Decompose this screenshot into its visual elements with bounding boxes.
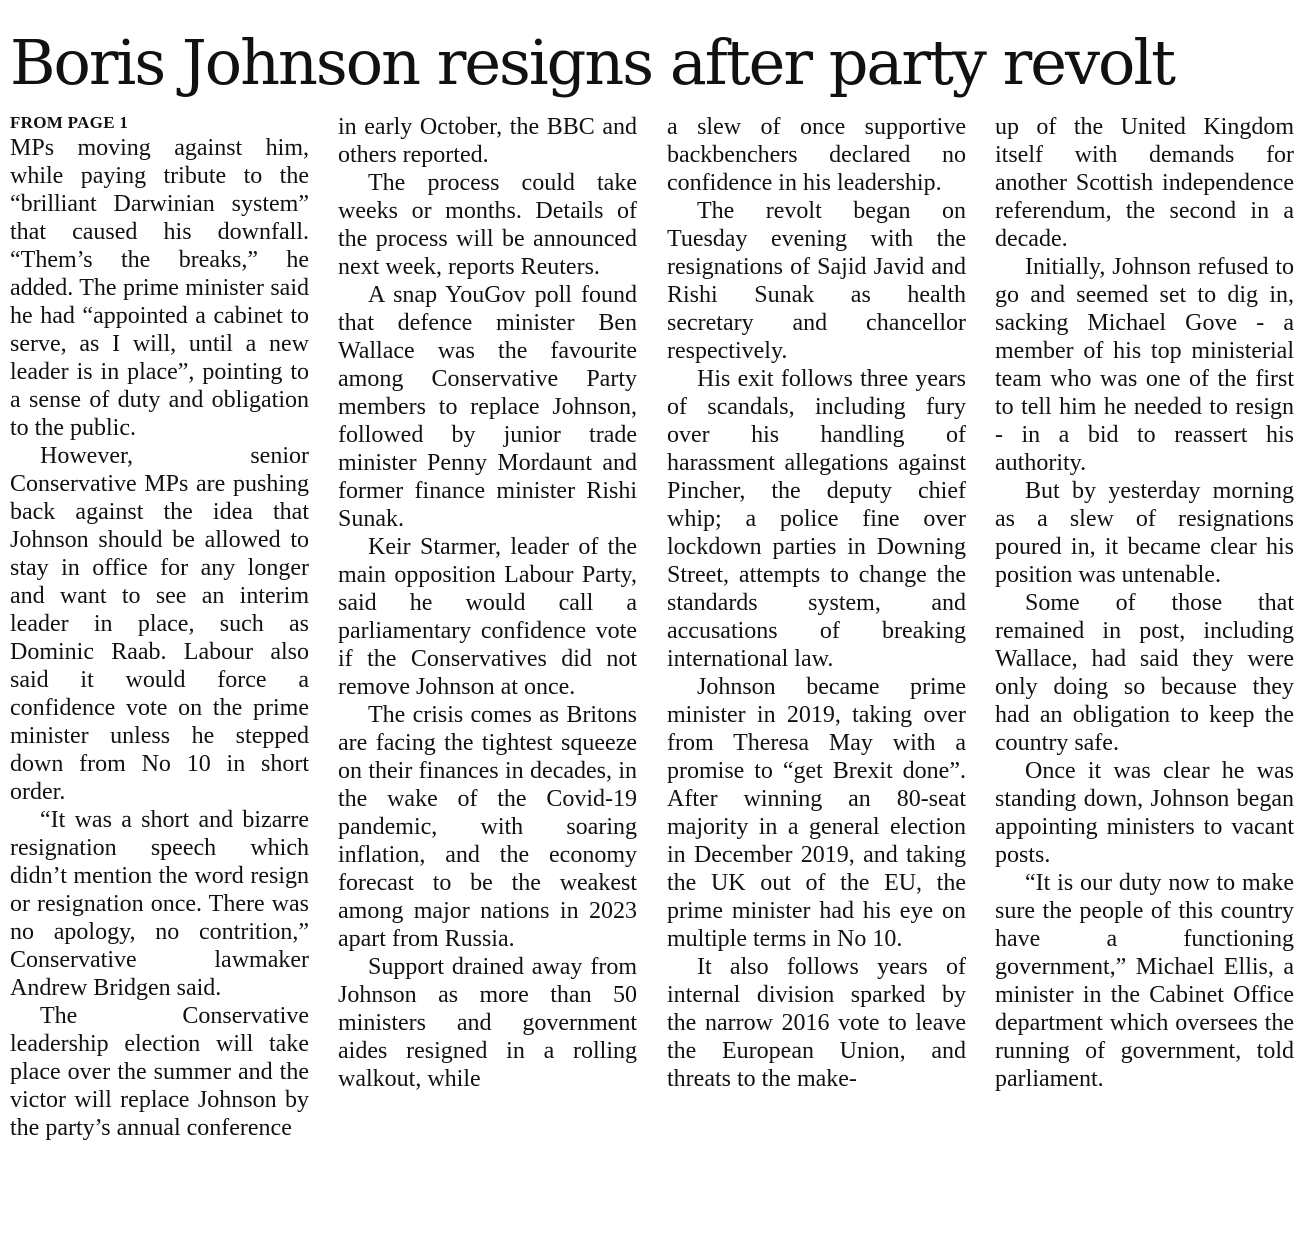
paragraph: “It is our duty now to make sure the people of this country have a functioning government,” Michael Ellis, a minister in the Cabinet Office department which oversees the running of government, told parliament. bbox=[995, 870, 1294, 1092]
paragraph: His exit follows three years of scandals, including fury over his handling of harassment allegations against Pincher, the deputy chief whip; a police fine over lockdown parties in Downing Street, attempts to change the standards system, and accusations of breaking international law. bbox=[667, 366, 966, 672]
paragraph: Support drained away from Johnson as more than 50 ministers and government aides resigned in a rolling walkout, while bbox=[338, 954, 637, 1092]
paragraph: Once it was clear he was standing down, Johnson began appointing ministers to vacant posts. bbox=[995, 758, 1294, 868]
article-column-2 bbox=[338, 113, 637, 1093]
article-column-1 bbox=[10, 113, 309, 1142]
paragraph: Initially, Johnson refused to go and seemed set to dig in, sacking Michael Gove - a member of his top ministerial team who was one of the first to tell him he needed to resign - in a bid to reassert his authority. bbox=[995, 254, 1294, 476]
paragraph: However, senior Conservative MPs are pushing back against the idea that Johnson should be allowed to stay in office for any longer and want to see an interim leader in place, such as Dominic Raab. Labour also said it would force a confidence vote on the prime minister unless he stepped down from No 10 in short order. bbox=[10, 443, 309, 805]
paragraph: MPs moving against him, while paying tribute to the “brilliant Darwinian system” that caused his downfall. “Them’s the breaks,” he added. The prime minister said he had “appointed a cabinet to serve, as I will, until a new leader is in place”, pointing to a sense of duty and obligation to the public. bbox=[10, 135, 309, 441]
paragraph: in early October, the BBC and others reported. bbox=[338, 114, 637, 168]
paragraph: a slew of once supportive backbenchers declared no confidence in his leadership. bbox=[667, 114, 966, 196]
article-column-3 bbox=[667, 113, 966, 1093]
paragraph: But by yesterday morning as a slew of resignations poured in, it became clear his position was untenable. bbox=[995, 478, 1294, 588]
article-column-4 bbox=[995, 113, 1294, 1093]
paragraph: It also follows years of internal division sparked by the narrow 2016 vote to leave the European Union, and threats to the make- bbox=[667, 954, 966, 1092]
paragraph: The revolt began on Tuesday evening with the resignations of Sajid Javid and Rishi Sunak as health secretary and chancellor respectively. bbox=[667, 198, 966, 364]
paragraph: A snap YouGov poll found that defence minister Ben Wallace was the favourite among Conservative Party members to replace Johnson, followed by junior trade minister Penny Mordaunt and former finance minister Rishi Sunak. bbox=[338, 282, 637, 532]
paragraph: The process could take weeks or months. Details of the process will be announced next week, reports Reuters. bbox=[338, 170, 637, 280]
paragraph: up of the United Kingdom itself with demands for another Scottish independence referendum, the second in a decade. bbox=[995, 114, 1294, 252]
paragraph: Johnson became prime minister in 2019, taking over from Theresa May with a promise to “get Brexit done”. After winning an 80-seat majority in a general election in December 2019, and taking the UK out of the EU, the prime minister had his eye on multiple terms in No 10. bbox=[667, 674, 966, 952]
kicker: FROM PAGE 1 bbox=[10, 113, 129, 132]
paragraph: The Conservative leadership election will take place over the summer and the victor will replace Johnson by the party’s annual conference bbox=[10, 1003, 309, 1141]
paragraph: Keir Starmer, leader of the main opposition Labour Party, said he would call a parliamentary confidence vote if the Conservatives did not remove Johnson at once. bbox=[338, 534, 637, 700]
paragraph: “It was a short and bizarre resignation speech which didn’t mention the word resign or resignation once. There was no apology, no contrition,” Conservative lawmaker Andrew Bridgen said. bbox=[10, 807, 309, 1001]
headline: Boris Johnson resigns after party revolt bbox=[10, 26, 1175, 99]
paragraph: The crisis comes as Britons are facing the tightest squeeze on their finances in decades, in the wake of the Covid-19 pandemic, with soaring inflation, and the economy forecast to be the weakest among major nations in 2023 apart from Russia. bbox=[338, 702, 637, 952]
paragraph: Some of those that remained in post, including Wallace, had said they were only doing so because they had an obligation to keep the country safe. bbox=[995, 590, 1294, 756]
